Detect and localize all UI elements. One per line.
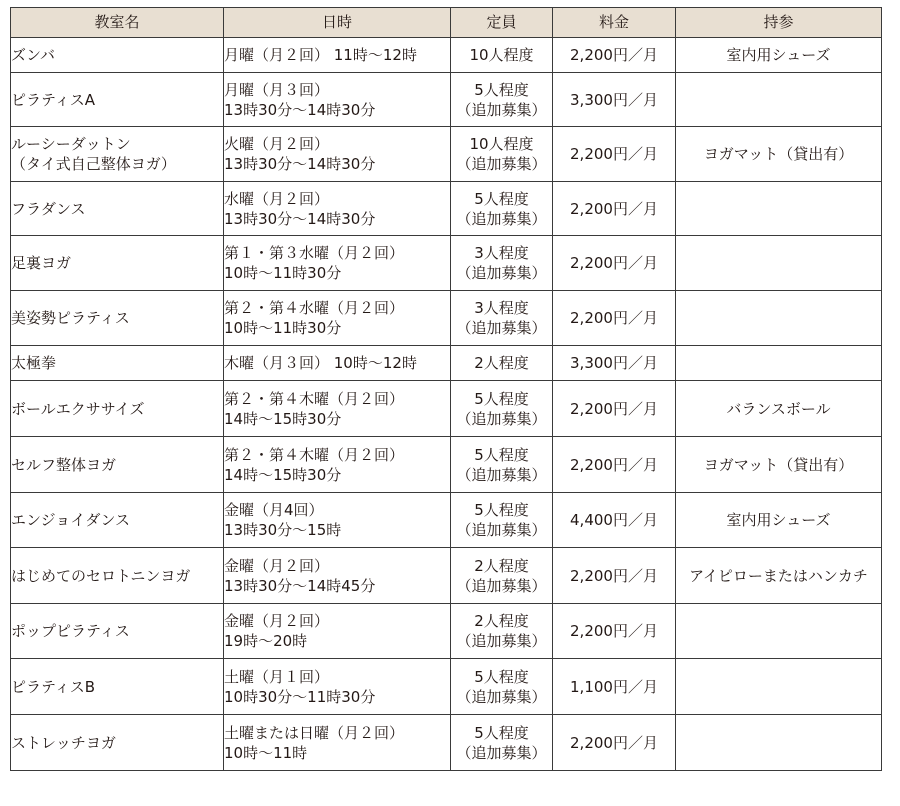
fee-text: 3,300円／月 (570, 90, 658, 109)
datetime-line: 土曜または日曜（月２回） (224, 723, 405, 742)
class-name-cell (11, 291, 224, 346)
class-name-cell (11, 236, 224, 291)
class-name-line: ズンバ (11, 46, 55, 64)
fee-text: 2,200円／月 (570, 399, 658, 418)
class-name-cell (11, 38, 224, 73)
fee-cell (553, 182, 676, 236)
capacity-line: 5人程度 (474, 501, 529, 519)
capacity-line: （追加募集） (456, 743, 547, 762)
capacity-cell (451, 659, 553, 715)
datetime-line: 金曜（月２回） (224, 556, 330, 575)
capacity-line: （追加募集） (456, 409, 547, 428)
datetime-cell (224, 493, 451, 548)
datetime-line: 木曜（月３回） 10時～12時 (224, 354, 417, 372)
header-fee: 料金 (553, 8, 676, 38)
class-name-cell (11, 715, 224, 771)
bring-item-text: ヨガマット（貸出有） (703, 145, 854, 163)
datetime-line: 13時30分～14時30分 (224, 100, 376, 119)
capacity-line: 5人程度 (474, 389, 529, 408)
table-row (11, 73, 882, 127)
fee-cell (553, 659, 676, 715)
fee-cell (553, 127, 676, 182)
fee-text: 2,200円／月 (570, 199, 658, 218)
class-name-line: ピラティスB (11, 677, 96, 696)
datetime-cell (224, 715, 451, 771)
datetime-line: 第２・第４木曜（月２回） (224, 445, 405, 464)
capacity-cell (451, 548, 553, 604)
fee-text: 1,100円／月 (570, 677, 658, 696)
capacity-line: （追加募集） (456, 576, 547, 595)
bring-item-cell (676, 236, 882, 291)
capacity-cell (451, 127, 553, 182)
fee-cell (553, 236, 676, 291)
fee-text: 2,200円／月 (570, 145, 658, 163)
fee-text: 3,300円／月 (570, 354, 658, 372)
capacity-cell (451, 381, 553, 437)
class-name-line: 足裏ヨガ (11, 254, 72, 272)
fee-text: 4,400円／月 (570, 511, 658, 529)
datetime-line: 水曜（月２回） (224, 189, 330, 208)
bring-item-cell (676, 659, 882, 715)
capacity-cell (451, 715, 553, 771)
bring-item-cell (676, 381, 882, 437)
bring-item-text: アイピローまたはハンカチ (689, 566, 868, 585)
class-name-cell (11, 346, 224, 381)
capacity-line: 5人程度 (474, 667, 529, 686)
table-row (11, 493, 882, 548)
datetime-cell (224, 346, 451, 381)
datetime-cell (224, 127, 451, 182)
capacity-cell (451, 604, 553, 659)
capacity-cell (451, 73, 553, 127)
fee-cell (553, 291, 676, 346)
capacity-line: （追加募集） (456, 632, 547, 650)
class-name-line: ピラティスA (11, 90, 96, 109)
bring-item-cell (676, 346, 882, 381)
class-name-line: （タイ式自己整体ヨガ） (11, 155, 176, 173)
capacity-line: 5人程度 (474, 723, 529, 742)
capacity-line: （追加募集） (456, 100, 547, 119)
class-name-line: 太極拳 (11, 354, 57, 372)
datetime-cell (224, 548, 451, 604)
fee-cell (553, 38, 676, 73)
bring-item-text: 室内用シューズ (726, 511, 831, 529)
bring-item-cell (676, 493, 882, 548)
bring-item-cell (676, 38, 882, 73)
header-capacity: 定員 (451, 8, 553, 38)
datetime-cell (224, 381, 451, 437)
capacity-cell (451, 291, 553, 346)
capacity-cell (451, 346, 553, 381)
fee-cell (553, 73, 676, 127)
fee-text: 2,200円／月 (570, 455, 658, 474)
class-name-cell (11, 127, 224, 182)
capacity-cell (451, 493, 553, 548)
capacity-line: 3人程度 (474, 299, 529, 317)
datetime-line: 13時30分～14時30分 (224, 155, 376, 173)
header-bring: 持参 (676, 8, 882, 38)
capacity-line: 2人程度 (474, 612, 529, 630)
table-row (11, 291, 882, 346)
datetime-line: 13時30分～15時 (224, 521, 342, 539)
table-row (11, 346, 882, 381)
capacity-line: （追加募集） (456, 264, 547, 282)
datetime-cell (224, 182, 451, 236)
capacity-cell (451, 182, 553, 236)
class-name-line: ストレッチヨガ (11, 733, 116, 752)
capacity-line: （追加募集） (456, 521, 547, 539)
bring-item-cell (676, 127, 882, 182)
datetime-line: 14時～15時30分 (224, 465, 342, 484)
bring-item-cell (676, 604, 882, 659)
datetime-line: 月曜（月２回） 11時～12時 (224, 46, 417, 64)
fee-cell (553, 715, 676, 771)
table-row (11, 127, 882, 182)
datetime-cell (224, 604, 451, 659)
capacity-line: 3人程度 (474, 244, 529, 262)
datetime-line: 金曜（月２回） (224, 612, 330, 630)
class-name-line: ボールエクササイズ (11, 399, 145, 418)
table-row (11, 182, 882, 236)
bring-item-text: ヨガマット（貸出有） (703, 455, 854, 474)
class-name-cell (11, 493, 224, 548)
capacity-line: 10人程度 (469, 46, 534, 64)
datetime-line: 土曜（月１回） (224, 667, 330, 686)
capacity-line: 5人程度 (474, 445, 529, 464)
bring-item-cell (676, 291, 882, 346)
bring-item-text: 室内用シューズ (726, 46, 831, 64)
class-name-cell (11, 381, 224, 437)
class-schedule-table (10, 7, 882, 771)
fee-cell (553, 346, 676, 381)
datetime-line: 10時～11時 (224, 743, 308, 762)
fee-cell (553, 493, 676, 548)
datetime-cell (224, 73, 451, 127)
datetime-cell (224, 38, 451, 73)
bring-item-text: バランスボール (726, 399, 831, 418)
bring-item-cell (676, 715, 882, 771)
bring-item-cell (676, 548, 882, 604)
capacity-line: 10人程度 (469, 135, 534, 153)
class-name-cell (11, 182, 224, 236)
class-name-line: 美姿勢ピラティス (11, 309, 130, 327)
table-row (11, 437, 882, 493)
bring-item-cell (676, 437, 882, 493)
table-row (11, 604, 882, 659)
class-name-cell (11, 604, 224, 659)
class-name-line: はじめてのセロトニンヨガ (11, 566, 191, 585)
capacity-line: （追加募集） (456, 155, 547, 173)
capacity-cell (451, 236, 553, 291)
capacity-line: （追加募集） (456, 687, 547, 706)
datetime-cell (224, 236, 451, 291)
table-body (11, 38, 882, 771)
class-name-cell (11, 659, 224, 715)
datetime-line: 14時～15時30分 (224, 409, 342, 428)
bring-item-cell (676, 182, 882, 236)
fee-cell (553, 548, 676, 604)
datetime-line: 10時30分～11時30分 (224, 687, 376, 706)
class-name-line: ルーシーダットン (11, 135, 131, 153)
capacity-cell (451, 38, 553, 73)
capacity-cell (451, 437, 553, 493)
capacity-line: （追加募集） (456, 319, 547, 337)
fee-cell (553, 381, 676, 437)
class-name-line: フラダンス (11, 199, 86, 218)
class-name-cell (11, 73, 224, 127)
datetime-line: 月曜（月３回） (224, 80, 330, 99)
fee-cell (553, 604, 676, 659)
fee-text: 2,200円／月 (570, 309, 658, 327)
capacity-line: （追加募集） (456, 465, 547, 484)
capacity-line: 2人程度 (474, 354, 529, 372)
datetime-line: 第１・第３水曜（月２回） (224, 244, 405, 262)
header-datetime: 日時 (224, 8, 451, 38)
fee-text: 2,200円／月 (570, 733, 658, 752)
bring-item-cell (676, 73, 882, 127)
class-name-line: ポップピラティス (11, 622, 130, 640)
table-row (11, 715, 882, 771)
class-name-line: エンジョイダンス (11, 511, 131, 529)
fee-text: 2,200円／月 (570, 566, 658, 585)
class-name-cell (11, 548, 224, 604)
capacity-line: （追加募集） (456, 209, 547, 228)
datetime-line: 10時～11時30分 (224, 264, 342, 282)
fee-text: 2,200円／月 (570, 622, 658, 640)
table-row (11, 236, 882, 291)
table-row (11, 381, 882, 437)
capacity-line: 5人程度 (474, 189, 529, 208)
fee-text: 2,200円／月 (570, 254, 658, 272)
datetime-line: 13時30分～14時45分 (224, 576, 376, 595)
table-row (11, 659, 882, 715)
datetime-line: 火曜（月２回） (224, 135, 330, 153)
class-name-cell (11, 437, 224, 493)
capacity-line: 2人程度 (474, 556, 529, 575)
header-class-name: 教室名 (11, 8, 224, 38)
class-name-line: セルフ整体ヨガ (11, 455, 117, 474)
datetime-line: 13時30分～14時30分 (224, 209, 376, 228)
datetime-cell (224, 659, 451, 715)
datetime-line: 10時～11時30分 (224, 319, 342, 337)
datetime-cell (224, 291, 451, 346)
table-header-row (11, 8, 882, 38)
datetime-line: 金曜（月4回） (224, 501, 324, 519)
table-row (11, 38, 882, 73)
fee-text: 2,200円／月 (570, 46, 658, 64)
fee-cell (553, 437, 676, 493)
capacity-line: 5人程度 (474, 80, 529, 99)
table-row (11, 548, 882, 604)
datetime-line: 第２・第４水曜（月２回） (224, 299, 405, 317)
datetime-cell (224, 437, 451, 493)
datetime-line: 19時～20時 (224, 632, 308, 650)
datetime-line: 第２・第４木曜（月２回） (224, 389, 405, 408)
